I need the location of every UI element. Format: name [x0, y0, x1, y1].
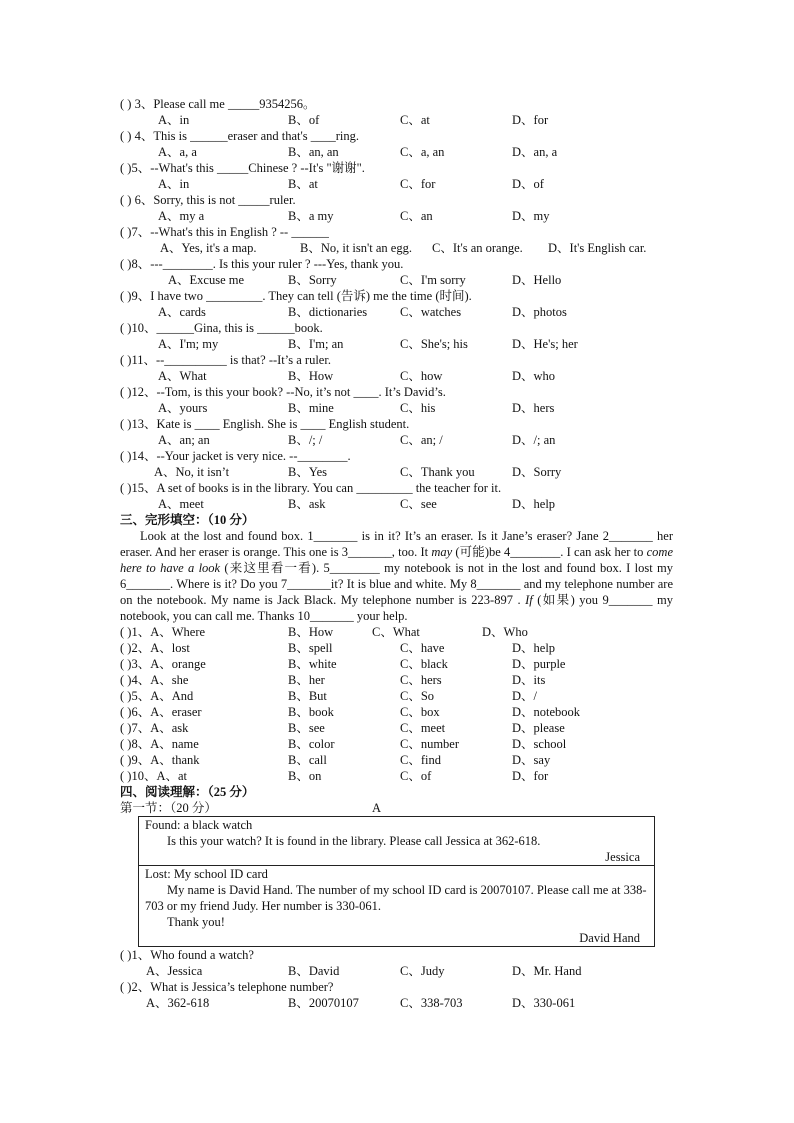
answer-option[interactable]: D、It's English car. [548, 241, 647, 255]
cloze-passage [120, 528, 673, 624]
answer-option[interactable]: C、how [400, 369, 443, 383]
answer-options [120, 112, 680, 128]
answer-options [120, 400, 680, 416]
answer-option[interactable]: A、an; an [158, 433, 210, 447]
answer-option[interactable]: D、my [512, 209, 550, 223]
answer-option[interactable]: C、his [400, 401, 436, 415]
answer-option[interactable]: B、No, it isn't an egg. [300, 241, 412, 255]
answer-option[interactable]: B、dictionaries [288, 305, 368, 319]
answer-option[interactable]: D、for [512, 113, 549, 127]
cloze-item-option-b[interactable]: B、spell [288, 641, 333, 655]
cloze-item-option-c[interactable]: C、find [400, 753, 441, 767]
answer-option[interactable]: C、I'm sorry [400, 273, 466, 287]
reading-answer-options [120, 963, 680, 979]
answer-options [120, 176, 680, 192]
cloze-item-option-b[interactable]: B、call [288, 753, 327, 767]
answer-option[interactable]: B、/; / [288, 433, 323, 447]
answer-option[interactable]: D、an, a [512, 145, 558, 159]
lost-thanks: Thank you! [167, 915, 225, 929]
cloze-item-option-c[interactable]: C、What [372, 625, 420, 639]
cloze-item-option-b[interactable]: B、white [288, 657, 337, 671]
answer-option[interactable]: C、It's an orange. [432, 241, 523, 255]
cloze-item-option-d[interactable]: D、say [512, 753, 551, 767]
answer-options [120, 304, 680, 320]
cloze-item-option-d[interactable]: D、purple [512, 657, 566, 671]
cloze-passage-text: Look at the lost and found box. 1_______ is in it? It’s an eraser. Is it Jane’s eraser? Jane 2_______ her eraser. And her eraser is orange. This one is 3_______, too. It may (可能)be 4________. I can ask her to come here to have a look (来这里看一看). 5________ my notebook is not in the lost and found box. I lost my 6_______. Where is it? Do you 7_______it? It is blue and white. My 8_______ and my telephone number are on the notebook. My name is Jack Black. My telephone number is 223-897 . If (如果) you 9_______ my notebook, you can call me. Thanks 10_______ your help. [120, 529, 674, 623]
cloze-item-option-a[interactable]: ( )8、A、name [120, 737, 199, 751]
answer-options [120, 272, 680, 288]
cloze-options [120, 624, 680, 784]
answer-option[interactable]: C、watches [400, 305, 462, 319]
cloze-item-option-c[interactable]: C、have [400, 641, 445, 655]
passage-label: A [372, 801, 382, 815]
answer-option[interactable]: C、Thank you [400, 465, 475, 479]
answer-option[interactable]: B、at [288, 177, 318, 191]
cloze-item [120, 752, 680, 768]
cloze-item [120, 704, 680, 720]
answer-options [120, 496, 680, 512]
answer-option[interactable]: B、an, an [288, 145, 339, 159]
exam-page [120, 96, 680, 1011]
cloze-item-option-c[interactable]: C、number [400, 737, 460, 751]
found-notice [139, 817, 654, 865]
question-stem: ( )11、--__________ is that? --It’s a ruler. [120, 353, 331, 367]
cloze-item-option-c[interactable]: C、of [400, 769, 432, 783]
reading-answer-options [120, 995, 680, 1011]
answer-option[interactable]: A、yours [158, 401, 208, 415]
question-stem: ( )5、--What's this _____Chinese ? --It's "谢谢". [120, 161, 365, 175]
cloze-item-option-c[interactable]: C、So [400, 689, 435, 703]
answer-option[interactable]: C、a, an [400, 145, 445, 159]
answer-option[interactable]: A、I'm; my [158, 337, 219, 351]
cloze-item-option-a[interactable]: ( )3、A、orange [120, 657, 206, 671]
cloze-item [120, 688, 680, 704]
answer-option[interactable]: A、a, a [158, 145, 197, 159]
answer-option[interactable]: B、Yes [288, 465, 328, 479]
cloze-item [120, 768, 680, 784]
section-4-sub-title: 第一节：（20 分） [120, 801, 217, 815]
question-stem: ( )10、______Gina, this is ______book. [120, 321, 323, 335]
lost-title: Lost: My school ID card [145, 867, 268, 881]
answer-option[interactable]: C、Judy [400, 964, 445, 978]
answer-option[interactable]: B、a my [288, 209, 334, 223]
answer-option[interactable]: B、Sorry [288, 273, 337, 287]
cloze-item-option-d[interactable]: D、please [512, 721, 565, 735]
answer-option[interactable]: D、photos [512, 305, 567, 319]
cloze-item-option-a[interactable]: ( )10、A、at [120, 769, 187, 783]
question-stem: ( ) 6、Sorry, this is not _____ruler. [120, 193, 296, 207]
answer-option[interactable]: D、of [512, 177, 544, 191]
reading-questions [120, 947, 680, 1011]
answer-options [120, 208, 680, 224]
answer-option[interactable]: B、I'm; an [288, 337, 344, 351]
answer-option[interactable]: B、mine [288, 401, 334, 415]
answer-option[interactable]: A、362-618 [146, 996, 210, 1010]
reading-question-stem: ( )1、Who found a watch? [120, 948, 254, 962]
lost-signature: David Hand [579, 931, 640, 945]
cloze-item-option-a[interactable]: ( )5、A、And [120, 689, 194, 703]
cloze-item-option-b[interactable]: B、color [288, 737, 335, 751]
cloze-item-option-b[interactable]: B、see [288, 721, 325, 735]
lost-body: My name is David Hand. The number of my school ID card is 20070107. Please call me at 338-703 or my friend Judy. Her number is 330-061. [145, 883, 647, 913]
question-stem: ( ) 4、This is ______eraser and that's ____ring. [120, 129, 360, 143]
cloze-item [120, 640, 680, 656]
cloze-item-option-c[interactable]: C、box [400, 705, 440, 719]
cloze-item-option-b[interactable]: B、on [288, 769, 322, 783]
cloze-item-option-d[interactable]: D、help [512, 641, 556, 655]
answer-option[interactable]: B、of [288, 113, 320, 127]
cloze-item [120, 736, 680, 752]
cloze-item-option-c[interactable]: C、hers [400, 673, 442, 687]
answer-option[interactable]: D、He's; her [512, 337, 578, 351]
answer-option[interactable]: C、an; / [400, 433, 443, 447]
answer-option[interactable]: C、for [400, 177, 436, 191]
cloze-item-option-a[interactable]: ( )7、A、ask [120, 721, 189, 735]
cloze-item-option-a[interactable]: ( )1、A、Where [120, 625, 206, 639]
answer-option[interactable]: D、Sorry [512, 465, 562, 479]
answer-option[interactable]: A、in [158, 177, 190, 191]
answer-option[interactable]: A、Jessica [146, 964, 203, 978]
cloze-item-option-a[interactable]: ( )6、A、eraser [120, 705, 202, 719]
answer-options [120, 336, 680, 352]
answer-option[interactable]: C、an [400, 209, 433, 223]
cloze-item-option-a[interactable]: ( )2、A、lost [120, 641, 190, 655]
part-header [120, 800, 680, 816]
answer-option[interactable]: D、Mr. Hand [512, 964, 582, 978]
cloze-item-option-c[interactable]: C、meet [400, 721, 446, 735]
answer-option[interactable]: D、/; an [512, 433, 556, 447]
answer-option[interactable]: A、No, it isn’t [154, 465, 230, 479]
found-body: Is this your watch? It is found in the library. Please call Jessica at 362-618. [167, 834, 541, 848]
answer-options [120, 464, 680, 480]
answer-option[interactable]: B、David [288, 964, 340, 978]
answer-options [120, 240, 680, 256]
answer-option[interactable]: A、Yes, it's a map. [160, 241, 257, 255]
multiple-choice-section [120, 96, 680, 512]
found-title: Found: a black watch [145, 818, 253, 832]
answer-option[interactable]: C、She's; his [400, 337, 468, 351]
question-stem: ( )8、---________. Is this your ruler ? ---Yes, thank you. [120, 257, 404, 271]
cloze-item-option-c[interactable]: C、black [400, 657, 448, 671]
answer-option[interactable]: A、in [158, 113, 190, 127]
answer-option[interactable]: B、20070107 [288, 996, 359, 1010]
cloze-item-option-d[interactable]: D、Who [482, 625, 528, 639]
answer-option[interactable]: D、330-061 [512, 996, 576, 1010]
answer-option[interactable]: B、ask [288, 497, 326, 511]
cloze-item [120, 656, 680, 672]
cloze-item-option-d[interactable]: D、for [512, 769, 549, 783]
question-stem: ( )12、--Tom, is this your book? --No, it’s not ____. It’s David’s. [120, 385, 446, 399]
question-stem: ( )9、I have two _________. They can tell (告诉) me the time (时间). [120, 289, 472, 303]
cloze-item-option-d[interactable]: D、/ [512, 689, 538, 703]
reading-question-stem: ( )2、What is Jessica’s telephone number? [120, 980, 334, 994]
answer-option[interactable]: C、at [400, 113, 430, 127]
cloze-item-option-a[interactable]: ( )4、A、she [120, 673, 189, 687]
answer-option[interactable]: C、338-703 [400, 996, 463, 1010]
cloze-item-option-b[interactable]: B、How [288, 625, 334, 639]
answer-option[interactable]: B、How [288, 369, 334, 383]
cloze-item-option-a[interactable]: ( )9、A、thank [120, 753, 200, 767]
answer-option[interactable]: A、meet [158, 497, 204, 511]
question-stem: ( )15、A set of books is in the library. You can _________ the teacher for it. [120, 481, 502, 495]
answer-option[interactable]: C、see [400, 497, 437, 511]
answer-options [120, 144, 680, 160]
section-4-title: 四、阅读理解：（25 分） [120, 785, 255, 799]
answer-option[interactable]: D、hers [512, 401, 555, 415]
answer-option[interactable]: A、cards [158, 305, 206, 319]
cloze-item [120, 672, 680, 688]
cloze-item-option-d[interactable]: D、school [512, 737, 567, 751]
question-stem: ( )7、--What's this in English ? -- ______ [120, 225, 329, 239]
answer-options [120, 368, 680, 384]
section-3-title: 三、完形填空：（10 分） [120, 513, 255, 527]
cloze-item [120, 624, 680, 640]
answer-option[interactable]: A、Excuse me [168, 273, 245, 287]
cloze-item-option-d[interactable]: D、notebook [512, 705, 581, 719]
cloze-item [120, 720, 680, 736]
question-stem: ( )13、Kate is ____ English. She is ____ English student. [120, 417, 410, 431]
answer-options [120, 432, 680, 448]
answer-option[interactable]: A、What [158, 369, 207, 383]
cloze-item-option-b[interactable]: B、book [288, 705, 334, 719]
cloze-item-option-b[interactable]: B、her [288, 673, 325, 687]
lost-notice [139, 865, 654, 946]
found-signature: Jessica [605, 850, 640, 864]
cloze-item-option-b[interactable]: B、But [288, 689, 327, 703]
notice-box [138, 816, 655, 947]
question-stem: ( ) 3、Please call me _____9354256。 [120, 97, 316, 111]
answer-option[interactable]: A、my a [158, 209, 205, 223]
answer-option[interactable]: D、Hello [512, 273, 562, 287]
answer-option[interactable]: D、who [512, 369, 556, 383]
cloze-item-option-d[interactable]: D、its [512, 673, 546, 687]
answer-option[interactable]: D、help [512, 497, 556, 511]
question-stem: ( )14、--Your jacket is very nice. --________. [120, 449, 351, 463]
